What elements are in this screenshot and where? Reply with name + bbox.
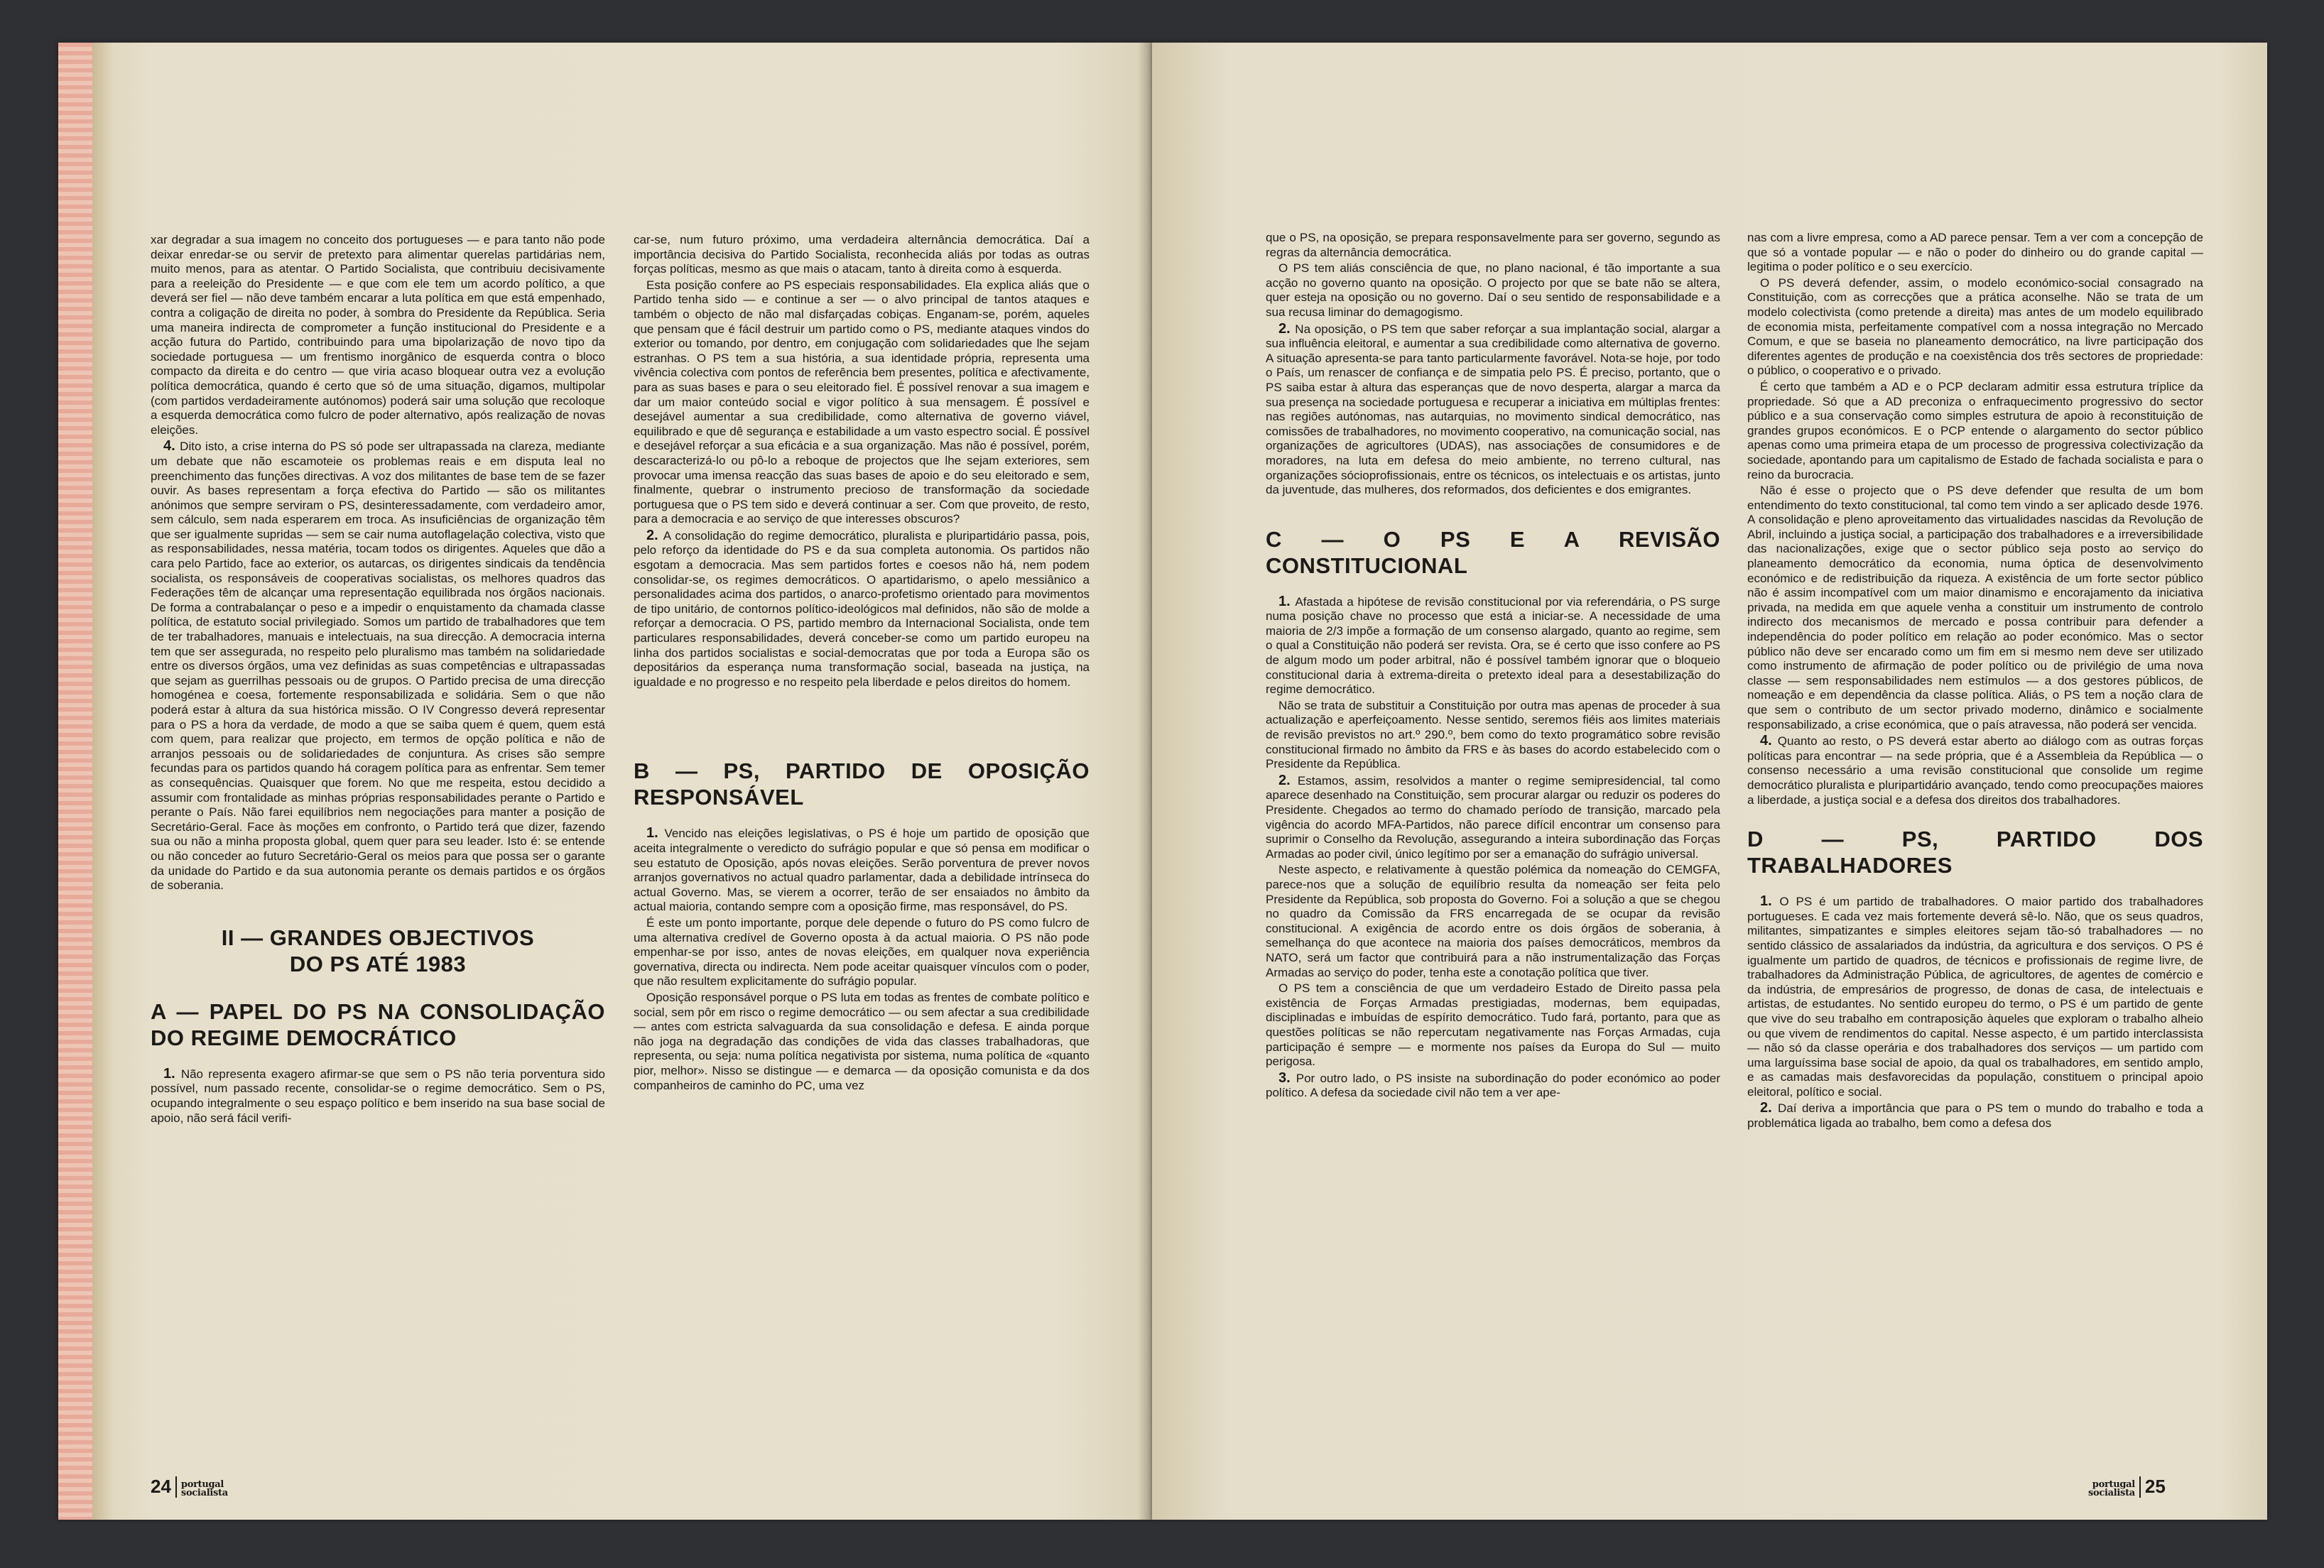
paragraph: 3. Por outro lado, o PS insiste na subordinação do poder económico ao poder político. A defesa da sociedade civil não tem a ver ape-	[1266, 1069, 1720, 1100]
paragraph-number: 1.	[1278, 593, 1296, 609]
paragraph-number: 2.	[1278, 320, 1296, 337]
folio-divider	[2139, 1476, 2141, 1498]
paragraph-number: 2.	[646, 527, 663, 543]
paragraph: É este um ponto importante, porque dele depende o futuro do PS como fulcro de uma alternativa credível de Governo oposta à da actual maioria. O PS não pode empenhar-se por isso, antes de novas eleições, em qualquer nova experiência governativa, directa ou indirecta. Nem pode aceitar quaisquer vínculos com o poder, que não resultem explicitamente do sufrágio popular.	[634, 915, 1090, 989]
paragraph: 1. Não representa exagero afirmar-se que sem o PS não teria porventura sido possível, num passado recente, consolidar-se o regime democrático. Sem o PS, ocupando integralmente o seu espaço político e bem inserido na sua base social de apoio, não será fácil verifi-	[151, 1065, 605, 1125]
folio-divider	[175, 1476, 177, 1498]
section-heading: D — PS, PARTIDO DOS TRABALHADORES	[1747, 827, 2203, 878]
page-folio-right	[2088, 1476, 2166, 1498]
paragraph: 1. Vencido nas eleições legislativas, o PS é hoje um partido de oposição que aceita integralmente o veredicto do sufrágio popular e que só pensa em modificar o seu estatuto de Oposição, após novas eleições. Serão porventura de prever novos arranjos governativos no actual quadro parlamentar, dada a debilidade intrínseca do actual Governo. Mas, se vierem a ocorrer, terão de ser ensaiados no âmbito da actual maioria, contando sempre com a oposição firme, mas responsável, do PS.	[634, 825, 1090, 914]
paragraph-number: 1.	[163, 1065, 181, 1082]
paragraph-number: 2.	[1278, 772, 1298, 788]
paragraph: 4. Dito isto, a crise interna do PS só pode ser ultrapassada na clareza, mediante um debate que não escamoteie os problemas reais e em disputa leal no preenchimento das funções directivas. A voz dos militantes de base tem de se fazer ouvir. As bases representam a força efectiva do Partido — são os militantes anónimos que sempre serviram o PS, desinteressadamente, com verdadeiro amor, sem cálculo, sem nada esperarem em troca. As insuficiências de organização têm que ser igualmente supridas — sem se cair numa autoflagelação colectiva, visto que as responsabilidades, nessa matéria, tocam todos os dirigentes. Aqueles que dão a cara pelo Partido, face ao exterior, os autarcas, os dirigentes sindicais da tendência socialista, os responsáveis de cooperativas socialistas, os melhores quadros das Federações têm de alcançar uma representação equilibrada nos órgãos nacionais. De forma a contrabalançar o peso e a impedir o enquistamento da chamada classe política, de estatuto social privilegiado. Somos um partido de trabalhadores que tem de ter trabalhadores, manuais e intelectuais, na sua direcção. A democracia interna tem que ser assegurada, no respeito pelo pluralismo mas também na solidariedade entre os diversos órgãos, uma vez definidas as suas competências e ultrapassadas que sejam as guerrilhas pessoais ou de grupos. O Partido precisa de uma direcção homogénea e coesa, fortemente responsabilizada e solidária. Sem o que não poderá estar à altura da sua histórica missão. O IV Congresso deverá representar para o PS a hora da verdade, de modo a que se saiba quem é quem, quem está com quem, para realizar que projecto, em termos de opção política e não de arranjos pessoais ou de solidariedades de conjuntura. As crises são sempre fecundas para os partidos quando há coragem política para as enfrentar. Sem temer as consequências. Quaisquer que forem. No que me respeita, estou decidido a assumir com frontalidade as minhas próprias responsabilidades perante o Partido e perante o País. Não farei equilíbrios nem negociações para manter a posição de Secretário-Geral. Face às moções em confronto, o Partido terá que dizer, fazendo sua ou não a minha proposta global, quem quer para seu leader. Isto é: se entende ou não conceder ao futuro Secretário-Geral os meios para que possa ser o garante da unidade do Partido e da sua autonomia perante os demais partidos e os órgãos de soberania.	[151, 438, 605, 893]
page-folio-left	[151, 1476, 228, 1498]
paragraph: 2. Estamos, assim, resolvidos a manter o regime semipresidencial, tal como aparece desenhado na Constituição, sem procurar alargar ou reduzir os poderes do Presidente. Chegados ao termo do chamado período de transição, marcado pela vigência do acordo MFA-Partidos, não parece difícil encontrar um consenso para suprimir o Conselho da Revolução, assegurando a inteira subordinação das Forças Armadas ao poder civil, único legítimo por ser a emanação do sufrágio universal.	[1266, 772, 1720, 861]
paragraph: xar degradar a sua imagem no conceito dos portugueses — e para tanto não pode deixar enredar-se ou servir de pretexto para alimentar querelas partidárias nem, muito menos, para as atentar. O Partido Socialista, que contribuiu decisivamente para a reeleição do Presidente — e que com ele tem um acordo político, a que deverá ser fiel — não deve também encarar a luta política em que está empenhado, contra a coligação de direita no poder, à sombra do Presidente da República. Seria uma maneira indirecta de comprometer a função institucional do Presidente e a acção futura do Partido, contribuindo para uma bipolarização de novo tipo da sociedade portuguesa — um frentismo inorgânico de esquerda contra o bloco compacto da direita e do centro — que viria acaso bloquear outra vez a evolução política democrática, quando é certo que só de uma situação, digamos, multipolar (com partidos verdadeiramente autónomos) poderá sair uma solução que recoloque a esquerda democrática como fulcro de poder alternativo, após realização de novas eleições.	[151, 233, 605, 437]
section-heading: C — O PS E A REVISÃO CONSTITUCIONAL	[1266, 526, 1720, 578]
paragraph: 4. Quanto ao resto, o PS deverá estar aberto ao diálogo com as outras forças políticas para encontrar — na sede própria, que é a Assembleia da República — o consenso necessário a uma revisão constitucional que consolide um regime democrático pluralista e pluripartidário avançado, tendo como preocupações maiores a liberdade, a justiça social e a defesa dos direitos dos trabalhadores.	[1747, 733, 2203, 807]
paragraph: 2. A consolidação do regime democrático, pluralista e pluripartidário passa, pois, pelo reforço da identidade do PS e da sua completa autonomia. Os partidos não esgotam a democracia. Mas sem partidos fortes e coesos não há, nem podem consolidar-se, os regimes democráticos. O apartidarismo, o apelo messiânico a personalidades acima dos partidos, o anarco-profetismo orientado para movimentos de tipo unitário, de contornos político-ideológicos mal definidos, não são de molde a reforçar a democracia. O PS, partido membro da Internacional Socialista, onde tem particulares responsabilidades, deverá conceber-se como um partido europeu na linha dos partidos socialistas e social-democratas que por toda a Europa são os depositários da esperança numa transformação social, baseada na justiça, na igualdade e no progresso e no respeito pela liberdade e pelos direitos do homem.	[634, 527, 1090, 689]
column-3	[1266, 231, 1720, 1102]
paragraph: O PS tem aliás consciência de que, no plano nacional, é tão importante a sua acção no governo quanto na oposição. O projecto por que se bate não se altera, quer esteja na oposição ou no governo. Daí o seu sentido de responsabilidade e a sua recusa liminar do demagogismo.	[1266, 261, 1720, 319]
paragraph: Esta posição confere ao PS especiais responsabilidades. Ela explica aliás que o Partido tenha sido — e continue a ser — o alvo principal de tantos ataques e também o objecto de não mal disfarçadas cobiças. Enganam-se, porém, aqueles que pensam que é fácil destruir um partido como o PS, mediante ataques vindos do exterior ou tomando, por dentro, em conjugação com solidariedades que lhe sejam estranhas. O PS tem a sua história, a sua identidade própria, representa uma vivência colectiva com pontos de referência bem presentes, política e afectivamente, para as suas bases e para o seu eleitorado fiel. É possível renovar a sua imagem e dar um maior conteúdo social e vigor político à sua mensagem. É possível e desejável aumentar a sua credibilidade, como alternativa de governo viável, equilibrado e que dê segurança e estabilidade a um vasto espectro social. É possível e desejável reforçar a sua eficácia e a sua organização. Mas não é possível, porém, descaracterizá-lo ou pô-lo a reboque de projectos que lhe sejam exteriores, sem provocar uma imensa reacção das suas bases de apoio e do seu eleitorado e sem, finalmente, quebrar o instrumento precioso de transformação da sociedade portuguesa que o PS tem sido e deverá continuar a ser. Com que proveito, de resto, para a democracia e ao serviço de que interesses obscuros?	[634, 278, 1090, 526]
paragraph: 1. O PS é um partido de trabalhadores. O maior partido dos trabalhadores portugueses. E cada vez mais fortemente deverá sê-lo. Não, que os seus quadros, militantes, simpatizantes e simples eleitores sejam tão-só trabalhadores — no sentido clássico de assalariados da indústria, da agricultura e dos serviços. O PS é igualmente um partido de quadros, de técnicos e profissionais de regime livre, de trabalhadores da Administração Pública, de agricultores, de agentes de comércio e da indústria, de empresários de progresso, de donas de casa, de intelectuais e artistas, de estudantes. No sentido europeu do termo, o PS é um partido de gente que vive do seu trabalho em contraposição àqueles que exploram o trabalho alheio ou que vivem de rendimentos do capital. Nesse aspecto, é um partido interclassista — não só da classe operária e dos trabalhadores dos serviços — um partido com uma larguíssima base social de apoio, da qual os trabalhadores, em sentido amplo, e as camadas mais desfavorecidas da população, constituem o principal apoio eleitoral, político e social.	[1747, 893, 2203, 1099]
paragraph: É certo que também a AD e o PCP declaram admitir essa estrutura tríplice da propriedade. Só que a AD preconiza o enfraquecimento progressivo do sector público e a sua conservação como simples estrutura de apoio à reconstituição de grandes grupos económicos. E o PCP entende o alargamento do sector público apenas como uma primeira etapa de um processo de progressiva colectivização da sociedade, apontando para um capitalismo de Estado de fachada socialista e para o reino da burocracia.	[1747, 379, 2203, 481]
section-heading: II — GRANDES OBJECTIVOS DO PS ATÉ 1983	[221, 925, 535, 976]
right-page	[1152, 43, 2267, 1520]
paragraph: O PS tem a consciência de que um verdadeiro Estado de Direito passa pela existência de Forças Armadas prestigiadas, modernas, bem equipadas, disciplinadas e imbuídas de espírito democrático. Tudo fará, portanto, para que as questões políticas se não repercutam negativamente nas Forças Armadas, cuja participação é sempre — e mormente nos países da Europa do Sul — muito perigosa.	[1266, 981, 1720, 1069]
paragraph-number: 4.	[163, 438, 180, 454]
page-number: 24	[151, 1476, 171, 1497]
column-4	[1747, 231, 2203, 1133]
column-2	[634, 233, 1090, 1094]
paragraph-number: 4.	[1760, 733, 1778, 749]
column-1	[151, 233, 605, 1127]
paragraph: 2. Na oposição, o PS tem que saber reforçar a sua implantação social, alargar a sua influência eleitoral, e aumentar a sua credibilidade como alternativa de governo. A situação apresenta-se para tanto particularmente favorável. Nota-se hoje, por todo o País, um renascer de confiança e de simpatia pelo PS. É preciso, portanto, que o PS saiba estar à altura das esperanças que de novo desperta, alargar a marca da sua presença na sociedade portuguesa e recuperar a iniciativa em múltiplas frentes: nas regiões autónomas, nas autarquias, no movimento sindical democrático, nas comissões de trabalhadores, no movimento cooperativo, na comunicação social, nas organizações de agricultores (UDAS), nas associações de consumidores e de moradores, na luta em defesa do meio ambiente, no terreno cultural, nas organizações sócioprofissionais, entre os técnicos, os intelectuais e os artistas, junto da juventude, das mulheres, dos reformados, dos deficientes e dos emigrantes.	[1266, 320, 1720, 497]
section-heading: A — PAPEL DO PS NA CONSOLIDAÇÃO DO REGIME DEMOCRÁTICO	[151, 998, 605, 1050]
paragraph: 2. Daí deriva a importância que para o PS tem o mundo do trabalho e toda a problemática ligada ao trabalho, bem como a defesa dos	[1747, 1100, 2203, 1131]
paragraph: Oposição responsável porque o PS luta em todas as frentes de combate político e social, sem pôr em risco o regime democrático — ou sem afectar a sua credibilidade — antes com estricta salvaguarda da sua consolidação e defesa. E ainda porque não joga na degradação das condições de vida das classes trabalhadoras, que representa, ou seja: numa política negativista por sistema, numa política de «quanto pior, melhor». Nisso se distingue — e demarca — da oposição comunista e da dos companheiros de caminho do PC, uma vez	[634, 990, 1090, 1092]
section-heading: B — PS, PARTIDO DE OPOSIÇÃO RESPONSÁVEL	[634, 758, 1090, 810]
page-number: 25	[2144, 1476, 2166, 1497]
paragraph-number: 1.	[1760, 893, 1780, 910]
binding-strip	[58, 43, 92, 1520]
paragraph: Não é esse o projecto que o PS deve defender que resulta de um bom entendimento do texto constitucional, tal como tem vindo a ser aplicado desde 1976. A consolidação e pleno aproveitamento das virtualidades nascidas da Revolução de Abril, incluindo a justiça social, a participação dos trabalhadores e a irreversibilidade das nacionalizações, exige que o sector público seja posto ao serviço do planeamento democrático da economia, numa óptica de desenvolvimento económico e de redistribuição da riqueza. A existência de um forte sector público não é assim incompatível com um maior dinamismo e encorajamento da iniciativa privada, na medida em que aquele venha a constituir um instrumento de controlo indirecto dos mecanismos de mercado e possa contribuir para defender a independência do poder político em relação ao poder económico. Mas o sector público não deve ser encarado como um fim em si mesmo nem deve ser utilizado como instrumento de afirmação de poder político ou de privilégio de uma nova classe — sem responsabilidades nem estímulos — a dos gestores públicos, de nomeação e em dependência da classe política. Aliás, o PS tem a noção clara de que sem o contributo de um sector privado moderno, dinâmico e socialmente responsabilizado, a crise económica, que o país atravessa, não poderá ser vencida.	[1747, 484, 2203, 731]
left-page	[58, 43, 1152, 1520]
paragraph: Não se trata de substituir a Constituição por outra mas apenas de proceder à sua actualização e aperfeiçoamento. Nesse sentido, seremos fiéis aos limites materiais de revisão previstos no art.º 290.º, bem como do texto programático sobre revisão constitucional firmado no âmbito da FRS e às bases do acordo estabelecido com o Presidente da República.	[1266, 698, 1720, 771]
paragraph-number: 1.	[646, 825, 665, 842]
publication-logo: portugal socialista	[2088, 1479, 2135, 1498]
binding-edge	[92, 43, 114, 1520]
publication-logo: portugal socialista	[180, 1479, 228, 1498]
paragraph: Neste aspecto, e relativamente à questão polémica da nomeação do CEMGFA, parece-nos que a solução de equilíbrio resulta da nomeação ser feita pelo Presidente da República, sob proposta do Governo. Foi a solução a que se chegou no quadro da Comissão da FRS encarregada de se ocupar da revisão constitucional. A exigência de acordo entre os dois órgãos de soberania, à semelhança do que acontece na maioria dos países democráticos, membros da NATO, será um factor que contribuirá para a não instrumentalização das Forças Armadas ao serviço do poder, tenha este a conotação política que tiver.	[1266, 863, 1720, 979]
paragraph: car-se, num futuro próximo, uma verdadeira alternância democrática. Daí a importância decisiva do Partido Socialista, reconhecida aliás por todas as outras forças políticas, mesmo as que mais o atacam, tanto à direita como à esquerda.	[634, 233, 1090, 276]
paragraph: nas com a livre empresa, como a AD parece pensar. Tem a ver com a concepção de que só a vontade popular — e não o poder do dinheiro ou do grande capital — legitima o poder político e o seu exercício.	[1747, 231, 2203, 274]
paragraph-number: 3.	[1278, 1069, 1296, 1086]
paragraph: que o PS, na oposição, se prepara responsavelmente para ser governo, segundo as regras da alternância democrática.	[1266, 231, 1720, 259]
paragraph: 1. Afastada a hipótese de revisão constitucional por via referendária, o PS surge numa posição chave no processo que está a iniciar-se. A necessidade de uma maioria de 2/3 impõe a formação de um consenso alargado, quanto ao regime, sem o qual a Constituição não poderá ser revista. Ora, se é certo que isso confere ao PS de algum modo um poder arbitral, não é possível também ignorar que o bloqueio constitucional daria à extrema-direita o pretexto ideal para a desestabilização do regime democrático.	[1266, 593, 1720, 697]
paragraph: O PS deverá defender, assim, o modelo económico-social consagrado na Constituição, com as correcções que a prática aconselhe. Não se trata de um modelo colectivista (como pretende a direita) mas antes de um modelo equilibrado de economia mista, perfeitamente compatível com a nossa integração no Mercado Comum, e que se baseia no planeamento democrático, na livre participação dos diferentes agentes de produção e na coexistência dos três sectores de propriedade: o público, o cooperativo e o privado.	[1747, 276, 2203, 378]
magazine-spread	[58, 43, 2267, 1520]
paragraph-number: 2.	[1760, 1100, 1778, 1116]
